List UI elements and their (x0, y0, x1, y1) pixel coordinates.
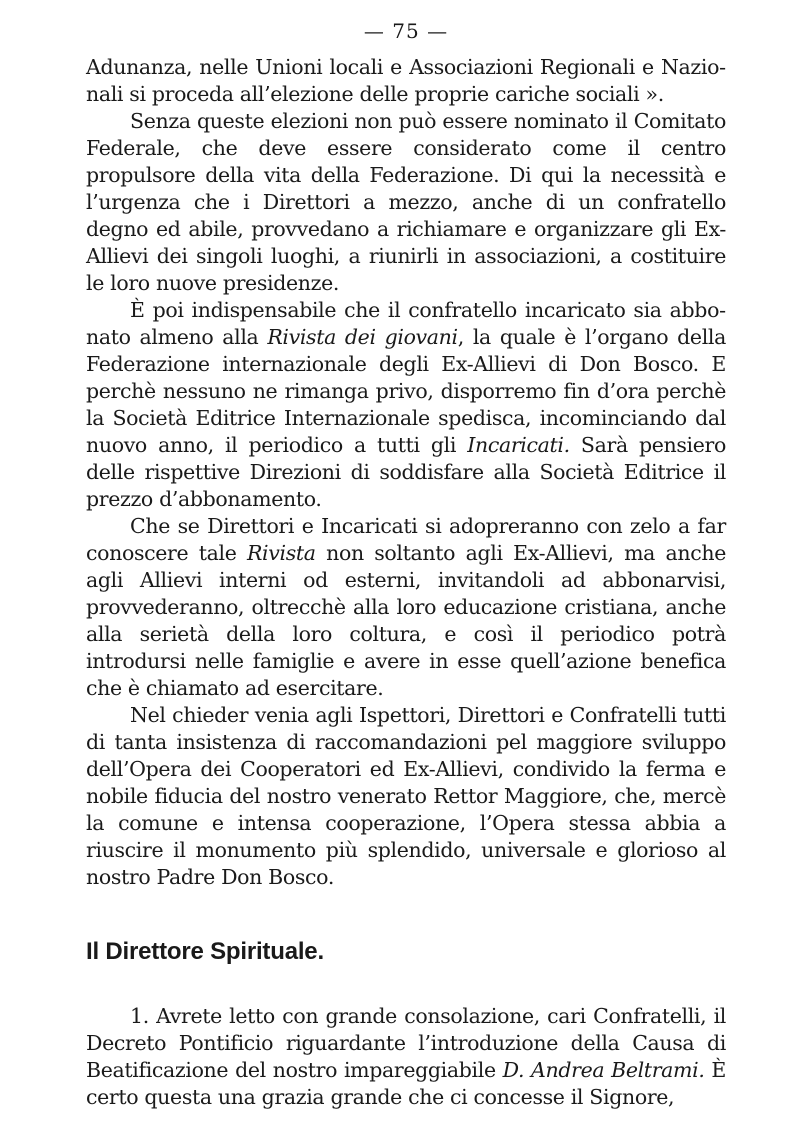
paragraph (86, 702, 726, 891)
document-page (86, 14, 726, 1111)
section-heading: Il Direttore Spirituale. (86, 938, 324, 965)
italic-title: Rivista (246, 541, 316, 565)
text-segment: È poi indispensabile che il confratello incaricato sia abbonato almeno alla (86, 298, 726, 349)
paragraph (86, 108, 726, 297)
text-segment: È certo questa una grazia grande che ci concesse il Signore, (86, 1058, 726, 1109)
page-number: — 75 — (363, 19, 449, 43)
text-segment: , la quale è l’organo della Federazione internazionale degli Ex-Allievi di Don Bosco. E perchè nessuno ne rimanga privo, disporremo fin d’ora perchè la Società Editrice Internazionale spedisca, incominciando dal nuovo anno, il periodico a tutti gli (86, 325, 726, 457)
text-segment: Adunanza, nelle Unioni locali e Associazioni Regionali e Nazionali si proceda all’elezione delle proprie cariche sociali ». (86, 55, 726, 106)
text-segment: Senza queste elezioni non può essere nominato il Comitato Federale, che deve essere considerato come il centro propulsore della vita della Federazione. Di qui la necessità e l’urgenza che i Direttori a mezzo, anche di un confratello degno ed abile, provvedano a richiamare e organizzare gli Ex-Allievi dei singoli luoghi, a riunirli in associazioni, a costituire le loro nuove presidenze. (86, 109, 726, 295)
text-segment: Nel chieder venia agli Ispettori, Direttori e Confratelli tutti di tanta insistenza di raccomandazioni pel maggiore sviluppo dell’Opera dei Cooperatori ed Ex-Allievi, condivido la ferma e nobile fiducia del nostro venerato Rettor Maggiore, che, mercè la comune e intensa cooperazione, l’Opera stessa abbia a riuscire il monumento più splendido, universale e glorioso al nostro Padre Don Bosco. (86, 703, 726, 889)
text-segment: 1. Avrete letto con grande consolazione, cari Confratelli, il Decreto Pontificio riguardante l’introduzione della Causa di Beatificazione del nostro impareggiabile (86, 1004, 726, 1082)
italic-title: Rivista dei giovani (267, 325, 458, 349)
paragraph (86, 54, 726, 108)
paragraph (86, 513, 726, 702)
paragraph (86, 297, 726, 513)
italic-term: Incaricati. (467, 433, 570, 457)
italic-name: D. Andrea Beltrami. (502, 1058, 705, 1082)
text-segment: Che se Direttori e Incaricati si adopreranno con zelo a far conoscere tale (86, 514, 726, 565)
paragraph (86, 1003, 726, 1111)
text-segment: Sarà pensiero delle rispettive Direzioni di soddisfare alla Società Editrice il prezzo d’abbonamento. (86, 433, 726, 511)
text-segment: non soltanto agli Ex-Allievi, ma anche agli Allievi interni od esterni, invitandoli ad abbonarvisi, provvederanno, oltrecchè alla loro educazione cristiana, anche alla serietà della loro coltura, e così il periodico potrà introdursi nelle famiglie e avere in esse quell’azione benefica che è chiamato ad esercitare. (86, 541, 726, 700)
